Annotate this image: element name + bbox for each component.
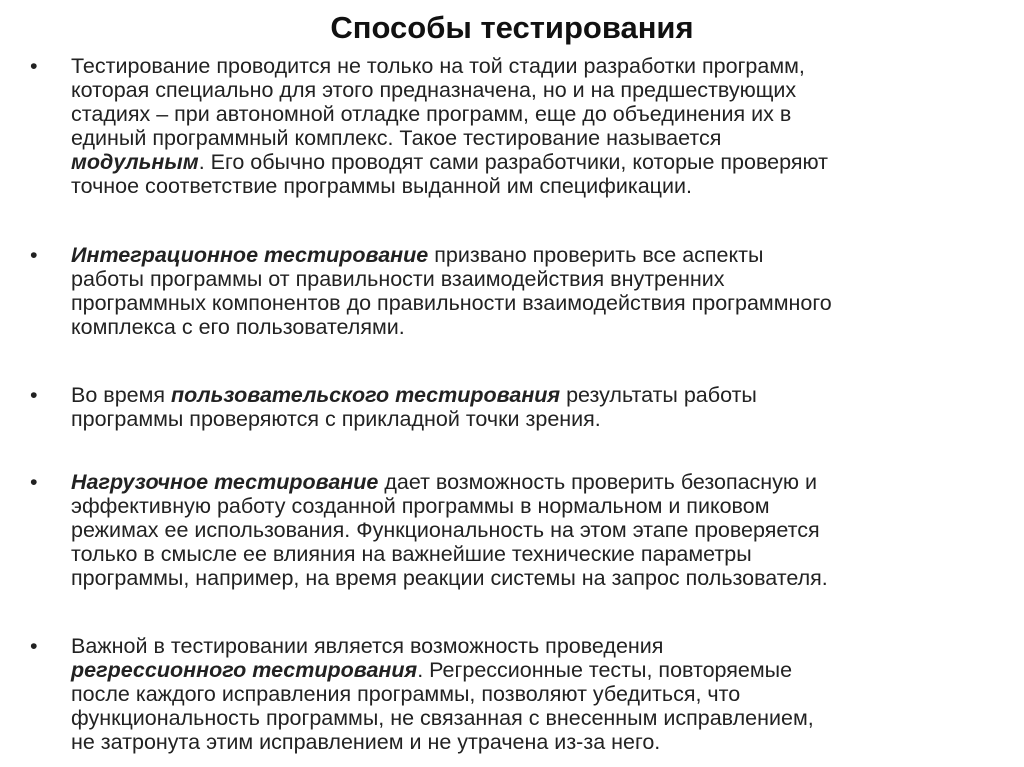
text-fragment: . Его обычно проводят сами разработчики, которые проверяют — [198, 150, 828, 174]
text-line: стадиях – при автономной отладке программ, еще до объединения их в — [71, 102, 792, 126]
bullet-marker: • — [30, 54, 38, 78]
text-line: только в смысле ее влияния на важнейшие технические параметры — [71, 542, 752, 566]
bullet-text — [71, 634, 1005, 754]
bullet-marker: • — [30, 243, 38, 267]
text-line — [71, 383, 1005, 407]
bullet-text — [71, 54, 1005, 198]
text-line: программы, например, на время реакции системы на запрос пользователя. — [71, 566, 828, 590]
emphasis-term: пользовательского тестирования — [171, 383, 561, 407]
text-line: точное соответствие программы выданной им спецификации. — [71, 174, 692, 198]
text-fragment: призвано проверить все аспекты — [428, 243, 764, 267]
text-line: функциональность программы, не связанная с внесенным исправлением, — [71, 706, 814, 730]
bullet-text — [71, 383, 1005, 431]
emphasis-term: регрессионного тестирования — [71, 658, 418, 682]
text-line: программных компонентов до правильности взаимодействия программного — [71, 291, 832, 315]
bullet-marker: • — [30, 470, 38, 494]
text-line: комплекса с его пользователями. — [71, 315, 405, 339]
emphasis-term: модульным — [71, 150, 199, 174]
text-line: после каждого исправления программы, позволяют убедиться, что — [71, 682, 741, 706]
emphasis-term: Интеграционное тестирование — [71, 243, 429, 267]
bullet-text — [71, 243, 1005, 339]
emphasis-term: Нагрузочное тестирование — [71, 470, 379, 494]
text-line: эффективную работу созданной программы в нормальном и пиковом — [71, 494, 770, 518]
text-line — [71, 150, 1005, 174]
text-fragment: . Регрессионные тесты, повторяемые — [417, 658, 793, 682]
text-line: работы программы от правильности взаимодействия внутренних — [71, 267, 725, 291]
bullet-text — [71, 470, 1005, 590]
text-line — [71, 658, 1005, 682]
text-line — [71, 470, 1005, 494]
text-line: режимах ее использования. Функциональность на этом этапе проверяется — [71, 518, 820, 542]
bullet-marker: • — [30, 634, 38, 658]
text-fragment: результаты работы — [560, 383, 757, 407]
text-line: программы проверяются с прикладной точки зрения. — [71, 407, 601, 431]
text-line: которая специально для этого предназначена, но и на предшествующих — [71, 78, 797, 102]
text-fragment: дает возможность проверить безопасную и — [378, 470, 818, 494]
text-fragment: Во время — [71, 383, 172, 407]
bullet-marker: • — [30, 383, 38, 407]
slide-title: Способы тестирования — [330, 10, 694, 45]
text-line: Важной в тестировании является возможность проведения — [71, 634, 664, 658]
text-line: не затронута этим исправлением и не утрачена из-за него. — [71, 730, 661, 754]
text-line: Тестирование проводится не только на той стадии разработки программ, — [71, 54, 805, 78]
text-line: единый программный комплекс. Такое тестирование называется — [71, 126, 722, 150]
text-line — [71, 243, 1005, 267]
